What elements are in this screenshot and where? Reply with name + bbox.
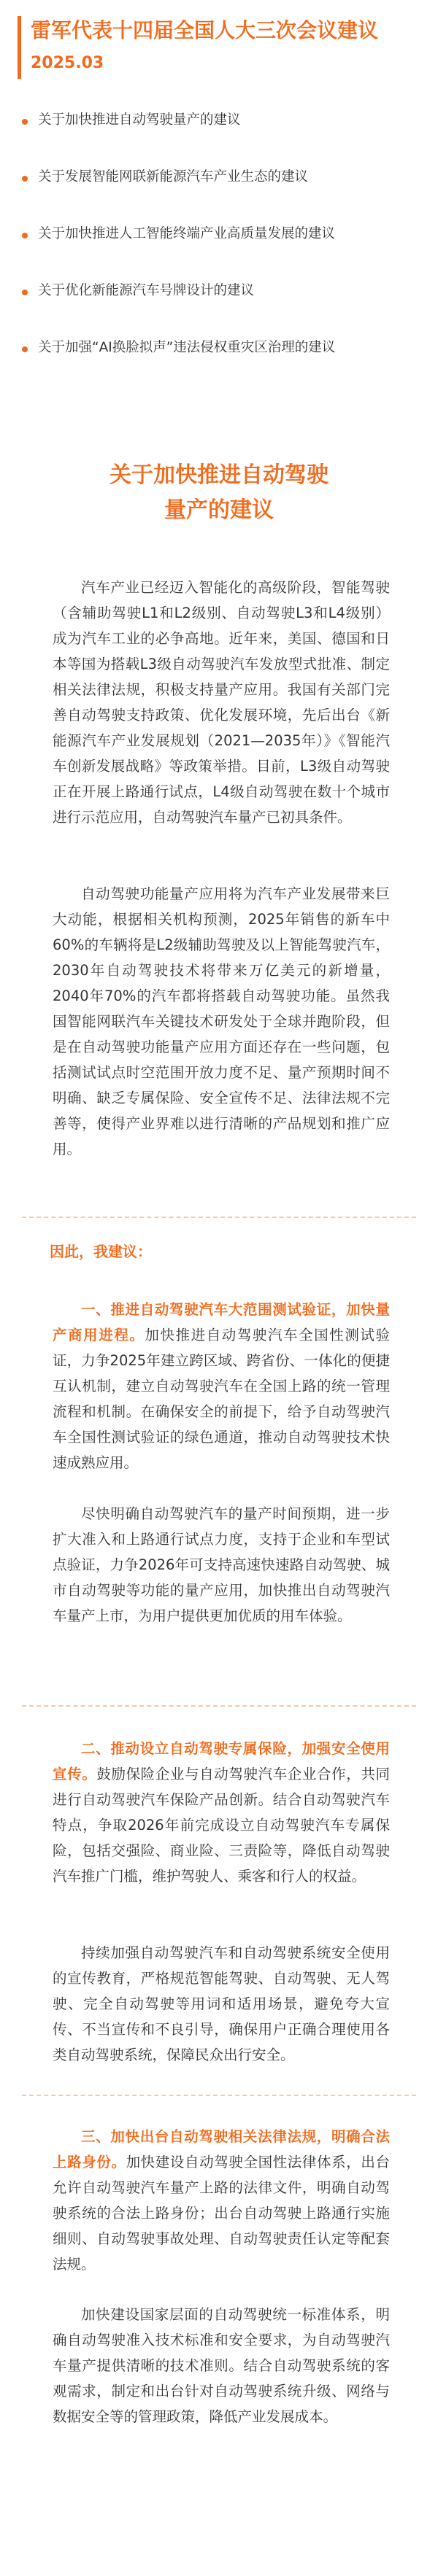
page-title: 雷军代表十四届全国人大三次会议建议 (31, 18, 379, 42)
bullet-icon (22, 176, 28, 182)
bullet-icon (22, 233, 28, 238)
paragraph-background: 汽车产业已经迈入智能化的高级阶段，智能驾驶（含辅助驾驶L1和L2级别、自动驾驶L3和L4级别）成为汽车工业的必争高地。近年来，美国、德国和日本等国为搭载L3级自动驾驶汽车发放型式批准、制定相关法律法规，积极支持量产应用。我国有关部门完善自动驾驶支持政策、优化发展环境，先后出台《新能源汽车产业发展规划（2021—2035年）》《智能汽车创新发展战略》等政策举措。目前，L3级自动驾驶正在开展上路通行试点，L4级自动驾驶在数十个城市进行示范应用，自动驾驶汽车量产已初具条件。 (53, 579, 390, 826)
list-item[interactable] (22, 280, 416, 306)
paragraph-suggestion-2b: 持续加强自动驾驶汽车和自动驾驶系统安全使用的宣传教育，严格规范智能驾驶、自动驾驶、无人驾驶、完全自动驾驶等用词和适用场景，避免夸大宣传、不当宣传和不良引导，确保用户正确合理使用各类自动驾驶系统，保障民众出行安全。 (53, 1944, 390, 2063)
paragraph-suggestion-1b: 尽快明确自动驾驶汽车的量产时间预期，进一步扩大准入和上路通行试点力度，支持于企业和车型试点验证，力争2026年可支持高速快速路自动驾驶、城市自动驾驶等功能的量产应用，加快推出自动驾驶汽车量产上市，为用户提供更加优质的用车体验。 (53, 1505, 390, 1624)
paragraph-suggestion-3b: 加快建设国家层面的自动驾驶统一标准体系，明确自动驾驶准入技术标准和安全要求，为自动驾驶汽车量产提供清晰的技术准则。结合自动驾驶系统的客观需求，制定和出台针对自动驾驶系统升级、网络与数据安全等的管理政策，降低产业发展成本。 (53, 2306, 390, 2425)
paragraph-suggestion-3 (53, 2124, 390, 2277)
list-item[interactable] (22, 223, 416, 249)
list-item[interactable] (22, 166, 416, 193)
date-label: 2025.03 (31, 54, 104, 72)
suggestion-2-body: 鼓励保险企业与自动驾驶汽车企业合作，共同进行自动驾驶汽车保险产品创新。结合自动驾驶汽车特点，争取2026年前完成设立自动驾驶汽车专属保险，包括交强险、商业险、三责险等，降低自动驾驶汽车推广门槛，维护驾驶人、乘客和行人的权益。 (53, 1766, 390, 1885)
list-item-label: 关于加快推进自动驾驶量产的建议 (38, 112, 241, 128)
suggestion-3-heading: 三、加快出台自动驾驶相关法律法规，明确合法上路身份。 (53, 2128, 390, 2170)
divider (22, 2095, 416, 2096)
list-item[interactable] (22, 109, 416, 136)
list-item-label: 关于优化新能源汽车号牌设计的建议 (38, 283, 255, 298)
divider (22, 1217, 416, 1218)
bullet-icon (22, 119, 28, 125)
list-item-label: 关于发展智能网联新能源汽车产业生态的建议 (38, 169, 309, 185)
bullet-icon (22, 290, 28, 295)
section-title-line2: 量产的建议 (164, 497, 274, 523)
suggestion-3-body: 加快建设自动驾驶全国性法律体系，出台允许自动驾驶汽车量产上路的法律文件，明确自动驾驶系统的合法上路身份；出台自动驾驶上路通行实施细则、自动驾驶事故处理、自动驾驶责任认定等配套法规。 (53, 2154, 390, 2273)
paragraph-suggestion-1 (53, 1297, 390, 1475)
accent-bar (18, 16, 21, 79)
list-item[interactable] (22, 337, 416, 363)
suggestion-lead: 因此，我建议： (50, 1243, 152, 1260)
paragraph-suggestion-2 (53, 1736, 390, 1889)
bullet-icon (22, 346, 28, 352)
paragraph-outlook: 自动驾驶功能量产应用将为汽车产业发展带来巨大动能，根据相关机构预测，2025年销售的新车中60%的车辆将是L2级辅助驾驶及以上智能驾驶汽车，2030年自动驾驶技术将带来万亿美元的新增量，2040年70%的汽车都将搭载自动驾驶功能。虽然我国智能网联汽车关键技术研发处于全球并跑阶段，但是在自动驾驶功能量产应用方面还存在一些问题，包括测试试点时空范围开放力度不足、量产预期时间不明确、缺乏专属保险、安全宣传不足、法律法规不完善等，使得产业界难以进行清晰的产品规划和推广应用。 (53, 885, 390, 1157)
divider (22, 1705, 416, 1707)
suggestion-1-body: 加快推进自动驾驶汽车全国性测试验证，力争2025年建立跨区域、跨省份、一体化的便捷互认机制，建立自动驾驶汽车在全国上路的统一管理流程和机制。在确保安全的前提下，给予自动驾驶汽车全国性测试验证的绿色通道，推动自动驾驶技术快速成熟应用。 (53, 1327, 390, 1471)
list-item-label: 关于加快推进人工智能终端产业高质量发展的建议 (38, 226, 336, 241)
list-item-label: 关于加强“AI换脸拟声”违法侵权重灾区治理的建议 (38, 340, 336, 355)
suggestion-1-heading: 一、推进自动驾驶汽车大范围测试验证，加快量产商用进程。 (53, 1301, 390, 1343)
section-title-line1: 关于加快推进自动驾驶 (110, 462, 328, 488)
suggestion-2-heading: 二、推动设立自动驾驶专属保险，加强安全使用宣传。 (53, 1740, 390, 1782)
